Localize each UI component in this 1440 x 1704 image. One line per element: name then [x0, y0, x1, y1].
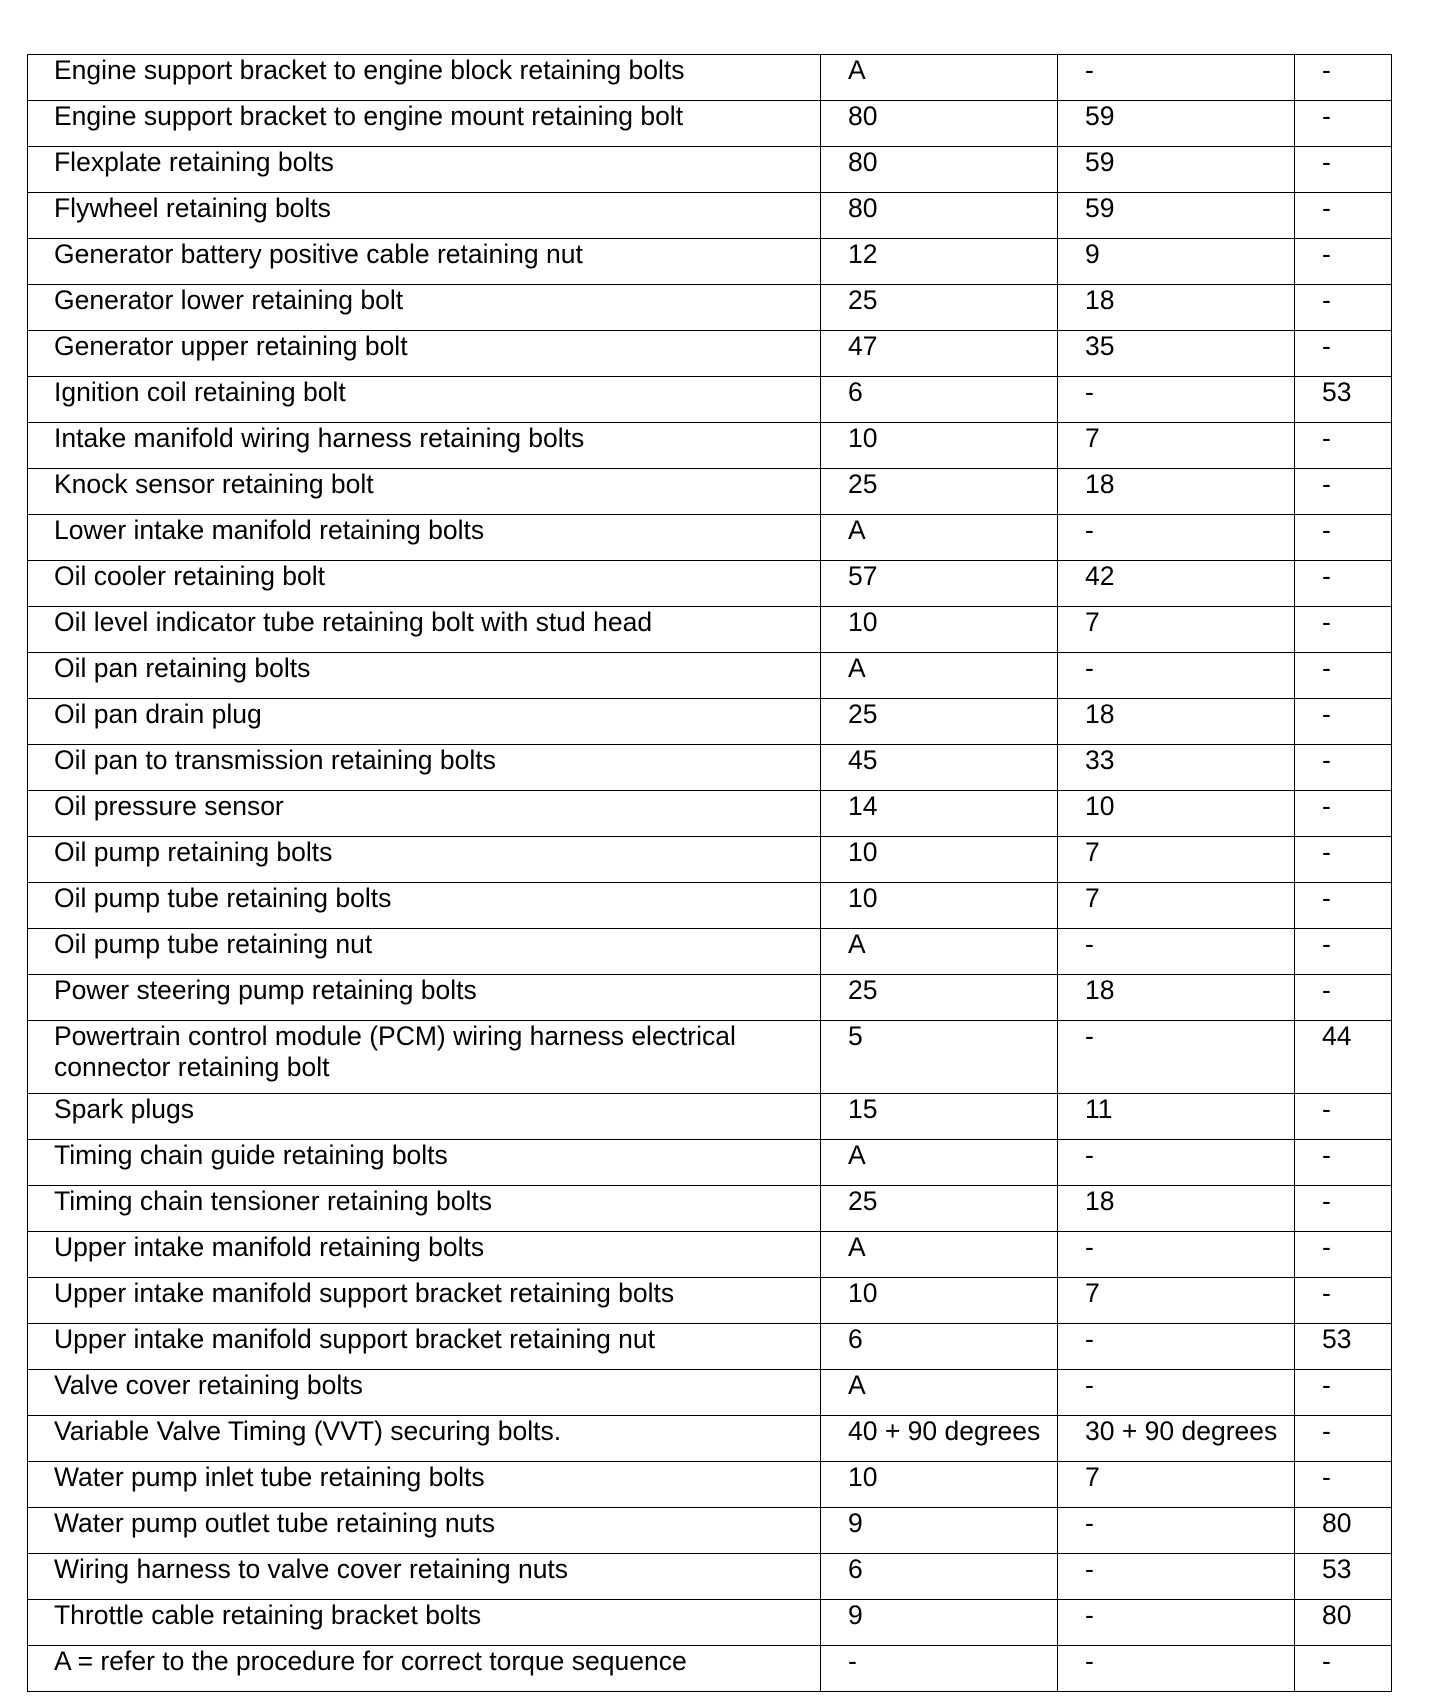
component-cell: Wiring harness to valve cover retaining nuts: [28, 1554, 821, 1600]
lbin-value-cell: -: [1295, 653, 1392, 699]
nm-value-cell: 25: [821, 285, 1058, 331]
lbft-value-cell: 35: [1058, 331, 1295, 377]
table-row: [28, 561, 1392, 607]
component-cell: Ignition coil retaining bolt: [28, 377, 821, 423]
nm-value-cell: 9: [821, 1600, 1058, 1646]
lbin-value-cell: 80: [1295, 1508, 1392, 1554]
component-cell: Oil pump retaining bolts: [28, 837, 821, 883]
lbin-value-cell: -: [1295, 1278, 1392, 1324]
lbin-value-cell: -: [1295, 837, 1392, 883]
component-cell: Water pump outlet tube retaining nuts: [28, 1508, 821, 1554]
lbft-value-cell: 18: [1058, 469, 1295, 515]
lbin-value-cell: -: [1295, 791, 1392, 837]
lbin-value-cell: 53: [1295, 1554, 1392, 1600]
component-cell: Timing chain guide retaining bolts: [28, 1140, 821, 1186]
lbft-value-cell: -: [1058, 653, 1295, 699]
table-row: [28, 883, 1392, 929]
lbft-value-cell: -: [1058, 1508, 1295, 1554]
lbin-value-cell: -: [1295, 285, 1392, 331]
lbft-value-cell: -: [1058, 1324, 1295, 1370]
component-cell: Upper intake manifold support bracket retaining nut: [28, 1324, 821, 1370]
lbft-value-cell: 7: [1058, 883, 1295, 929]
lbin-value-cell: -: [1295, 515, 1392, 561]
lbft-value-cell: 42: [1058, 561, 1295, 607]
lbft-value-cell: 30 + 90 degrees: [1058, 1416, 1295, 1462]
component-cell: Power steering pump retaining bolts: [28, 975, 821, 1021]
nm-value-cell: 6: [821, 377, 1058, 423]
lbin-value-cell: -: [1295, 1140, 1392, 1186]
nm-value-cell: 6: [821, 1554, 1058, 1600]
lbin-value-cell: -: [1295, 561, 1392, 607]
nm-value-cell: 15: [821, 1094, 1058, 1140]
component-cell: Generator battery positive cable retaining nut: [28, 239, 821, 285]
component-cell: Lower intake manifold retaining bolts: [28, 515, 821, 561]
table-row: [28, 837, 1392, 883]
nm-value-cell: 12: [821, 239, 1058, 285]
table-row: [28, 1508, 1392, 1554]
lbin-value-cell: 80: [1295, 1600, 1392, 1646]
nm-value-cell: 80: [821, 147, 1058, 193]
lbin-value-cell: -: [1295, 55, 1392, 101]
table-row: [28, 1278, 1392, 1324]
lbft-value-cell: 7: [1058, 607, 1295, 653]
component-cell: Oil pressure sensor: [28, 791, 821, 837]
table-row: [28, 745, 1392, 791]
nm-value-cell: 80: [821, 193, 1058, 239]
lbft-value-cell: 18: [1058, 699, 1295, 745]
table-row: [28, 975, 1392, 1021]
torque-table-body: [28, 55, 1392, 1692]
nm-value-cell: 80: [821, 101, 1058, 147]
lbin-value-cell: -: [1295, 193, 1392, 239]
lbin-value-cell: -: [1295, 1186, 1392, 1232]
nm-value-cell: 10: [821, 1278, 1058, 1324]
nm-value-cell: 25: [821, 1186, 1058, 1232]
table-row: [28, 101, 1392, 147]
component-cell: Valve cover retaining bolts: [28, 1370, 821, 1416]
torque-spec-table: [27, 54, 1392, 1692]
lbin-value-cell: -: [1295, 883, 1392, 929]
component-cell: Generator lower retaining bolt: [28, 285, 821, 331]
component-cell: Water pump inlet tube retaining bolts: [28, 1462, 821, 1508]
table-row: [28, 1646, 1392, 1692]
lbft-value-cell: 7: [1058, 423, 1295, 469]
table-row: [28, 1021, 1392, 1094]
nm-value-cell: A: [821, 1232, 1058, 1278]
table-row: [28, 1416, 1392, 1462]
lbft-value-cell: -: [1058, 1021, 1295, 1094]
lbin-value-cell: -: [1295, 1416, 1392, 1462]
table-row: [28, 1140, 1392, 1186]
table-row: [28, 699, 1392, 745]
lbin-value-cell: -: [1295, 1370, 1392, 1416]
nm-value-cell: 6: [821, 1324, 1058, 1370]
component-cell: Upper intake manifold support bracket retaining bolts: [28, 1278, 821, 1324]
table-row: [28, 653, 1392, 699]
nm-value-cell: 10: [821, 837, 1058, 883]
lbin-value-cell: -: [1295, 1094, 1392, 1140]
nm-value-cell: A: [821, 55, 1058, 101]
table-row: [28, 791, 1392, 837]
lbft-value-cell: 10: [1058, 791, 1295, 837]
nm-value-cell: 10: [821, 423, 1058, 469]
table-row: [28, 929, 1392, 975]
nm-value-cell: 57: [821, 561, 1058, 607]
lbft-value-cell: -: [1058, 1140, 1295, 1186]
lbft-value-cell: -: [1058, 1600, 1295, 1646]
nm-value-cell: A: [821, 515, 1058, 561]
lbft-value-cell: 7: [1058, 837, 1295, 883]
lbin-value-cell: -: [1295, 975, 1392, 1021]
nm-value-cell: 25: [821, 975, 1058, 1021]
component-cell: Engine support bracket to engine mount retaining bolt: [28, 101, 821, 147]
lbft-value-cell: 7: [1058, 1278, 1295, 1324]
nm-value-cell: A: [821, 653, 1058, 699]
table-row: [28, 607, 1392, 653]
lbft-value-cell: -: [1058, 929, 1295, 975]
lbft-value-cell: 18: [1058, 285, 1295, 331]
component-cell: Intake manifold wiring harness retaining bolts: [28, 423, 821, 469]
table-row: [28, 1554, 1392, 1600]
component-cell: Flywheel retaining bolts: [28, 193, 821, 239]
component-cell: Engine support bracket to engine block retaining bolts: [28, 55, 821, 101]
table-row: [28, 239, 1392, 285]
lbft-value-cell: 9: [1058, 239, 1295, 285]
nm-value-cell: 10: [821, 1462, 1058, 1508]
lbin-value-cell: -: [1295, 331, 1392, 377]
nm-value-cell: A: [821, 1370, 1058, 1416]
nm-value-cell: A: [821, 1140, 1058, 1186]
lbin-value-cell: 53: [1295, 1324, 1392, 1370]
nm-value-cell: 10: [821, 883, 1058, 929]
lbin-value-cell: -: [1295, 423, 1392, 469]
lbin-value-cell: 44: [1295, 1021, 1392, 1094]
lbin-value-cell: -: [1295, 745, 1392, 791]
lbft-value-cell: 59: [1058, 101, 1295, 147]
component-cell: Upper intake manifold retaining bolts: [28, 1232, 821, 1278]
lbft-value-cell: 18: [1058, 1186, 1295, 1232]
nm-value-cell: 40 + 90 degrees: [821, 1416, 1058, 1462]
component-cell: Spark plugs: [28, 1094, 821, 1140]
nm-value-cell: 14: [821, 791, 1058, 837]
table-row: [28, 1462, 1392, 1508]
component-cell: Powertrain control module (PCM) wiring harness electrical connector retaining bolt: [28, 1021, 821, 1094]
component-cell: Oil level indicator tube retaining bolt with stud head: [28, 607, 821, 653]
nm-value-cell: 25: [821, 699, 1058, 745]
component-cell: Oil pan to transmission retaining bolts: [28, 745, 821, 791]
nm-value-cell: 25: [821, 469, 1058, 515]
table-row: [28, 1324, 1392, 1370]
table-row: [28, 1232, 1392, 1278]
table-row: [28, 1600, 1392, 1646]
lbin-value-cell: -: [1295, 101, 1392, 147]
lbin-value-cell: -: [1295, 699, 1392, 745]
table-row: [28, 331, 1392, 377]
lbft-value-cell: 11: [1058, 1094, 1295, 1140]
lbft-value-cell: -: [1058, 1232, 1295, 1278]
lbft-value-cell: 7: [1058, 1462, 1295, 1508]
lbft-value-cell: -: [1058, 1554, 1295, 1600]
component-cell: Knock sensor retaining bolt: [28, 469, 821, 515]
table-row: [28, 55, 1392, 101]
nm-value-cell: 47: [821, 331, 1058, 377]
lbft-value-cell: 59: [1058, 193, 1295, 239]
component-cell: Oil cooler retaining bolt: [28, 561, 821, 607]
lbft-value-cell: -: [1058, 377, 1295, 423]
component-cell: Oil pan drain plug: [28, 699, 821, 745]
table-row: [28, 423, 1392, 469]
nm-value-cell: A: [821, 929, 1058, 975]
nm-value-cell: 45: [821, 745, 1058, 791]
lbft-value-cell: -: [1058, 1370, 1295, 1416]
component-cell: Variable Valve Timing (VVT) securing bolts.: [28, 1416, 821, 1462]
component-cell: Timing chain tensioner retaining bolts: [28, 1186, 821, 1232]
nm-value-cell: 10: [821, 607, 1058, 653]
lbin-value-cell: -: [1295, 1646, 1392, 1692]
lbft-value-cell: 33: [1058, 745, 1295, 791]
lbft-value-cell: -: [1058, 515, 1295, 561]
lbin-value-cell: -: [1295, 469, 1392, 515]
table-row: [28, 377, 1392, 423]
lbin-value-cell: -: [1295, 239, 1392, 285]
lbin-value-cell: -: [1295, 929, 1392, 975]
lbin-value-cell: -: [1295, 1232, 1392, 1278]
lbft-value-cell: 59: [1058, 147, 1295, 193]
component-cell: Generator upper retaining bolt: [28, 331, 821, 377]
lbin-value-cell: -: [1295, 1462, 1392, 1508]
lbft-value-cell: 18: [1058, 975, 1295, 1021]
nm-value-cell: -: [821, 1646, 1058, 1692]
lbft-value-cell: -: [1058, 55, 1295, 101]
table-row: [28, 1094, 1392, 1140]
table-row: [28, 193, 1392, 239]
lbin-value-cell: -: [1295, 607, 1392, 653]
table-row: [28, 469, 1392, 515]
lbin-value-cell: 53: [1295, 377, 1392, 423]
table-row: [28, 285, 1392, 331]
nm-value-cell: 5: [821, 1021, 1058, 1094]
nm-value-cell: 9: [821, 1508, 1058, 1554]
component-cell: Flexplate retaining bolts: [28, 147, 821, 193]
component-cell: Throttle cable retaining bracket bolts: [28, 1600, 821, 1646]
component-cell: Oil pan retaining bolts: [28, 653, 821, 699]
table-row: [28, 147, 1392, 193]
component-cell: Oil pump tube retaining bolts: [28, 883, 821, 929]
component-cell: Oil pump tube retaining nut: [28, 929, 821, 975]
lbin-value-cell: -: [1295, 147, 1392, 193]
table-row: [28, 1370, 1392, 1416]
table-row: [28, 515, 1392, 561]
component-cell: A = refer to the procedure for correct torque sequence: [28, 1646, 821, 1692]
lbft-value-cell: -: [1058, 1646, 1295, 1692]
table-row: [28, 1186, 1392, 1232]
